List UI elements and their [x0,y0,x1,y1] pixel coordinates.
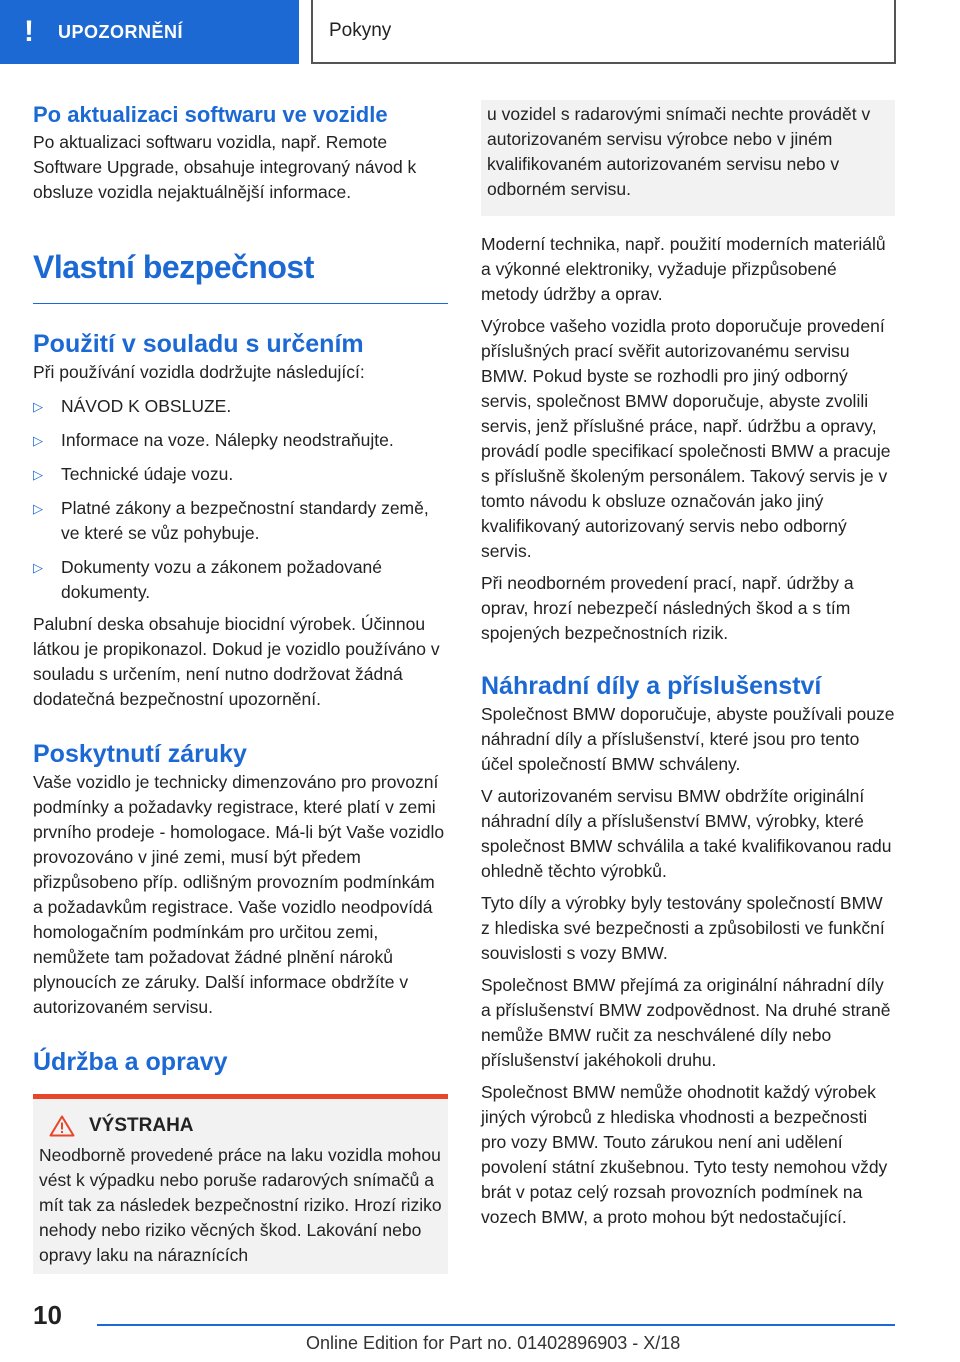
software-update-heading: Po aktualizaci softwaru ve vozidle [33,102,388,127]
list-item: ▷ Platné zákony a bezpečnostní standardy země, ve které se vůz pohybuje. [33,498,429,543]
list-item: ▷ Dokumenty vozu a zákonem požadované dokumenty. [33,557,383,602]
parts-heading: Náhradní díly a příslušenství [481,672,822,700]
bullet-triangle-icon: ▷ [33,399,43,414]
warning-label: UPOZORNĚNÍ [58,21,184,42]
maintenance-heading: Údržba a opravy [33,1048,228,1076]
biocide-text: Palubní deska obsahuje biocidní výrobek. Účinnou látkou je propikonazol. Dokud je vozidlo používáno v souladu s určením, není nutno dodržovat žádná dodatečná bezpečnostní upozornění. [33,614,440,709]
warranty-text: Vaše vozidlo je technicky dimenzováno pro provozní podmínky a požadavky registrace, které platí v zemi prvního prodeje - homologace. Má-li být Vaše vozidlo provozováno v jiné zemi, musí být předem přizpůsobeno příp. odlišným provozním podmínkám a požadavkům registrace. Vaše vozidlo neodpovídá homologačním podmínkám pro určitou zemi, nemůžete tam požadovat žádné plnění nároků plynoucích ze záruky. Další informace obdržíte v autorizovaném servisu. [33,772,445,1017]
exclamation-icon: ! [24,15,34,48]
list-item: ▷ Technické údaje vozu. [33,462,448,487]
warning-box-title: VÝSTRAHA [39,1113,442,1139]
edition-text: Online Edition for Part no. 01402896903 - X/18 [306,1333,681,1353]
footer-divider [97,1324,895,1326]
main-heading: Vlastní bezpečnost [33,247,448,304]
usage-heading: Použití v souladu s určením [33,330,364,358]
software-update-text: Po aktualizaci softwaru vozidla, např. Remote Software Upgrade, obsahuje integrovaný návod k obsluze vozidla nejaktuálnější informace. [33,132,417,202]
right-column [481,100,895,1230]
bullet-triangle-icon: ▷ [33,560,43,575]
usage-list [33,394,448,605]
section-tab-label: Pokyny [329,20,392,41]
bullet-triangle-icon: ▷ [33,467,43,482]
warning-text: Neodborně provedené práce na laku vozidla mohou vést k výpadku nebo poruše radarových snímačů a mít tak za následek bezpečnostní riziko. Hrozí riziko nehody nebo riziko věcných škod. Lakování nebo opravy laku na náraznících [39,1145,442,1265]
maintenance-text-2: Výrobce vašeho vozidla proto doporučuje provedení příslušných prací svěřit autorizovanému servisu BMW. Pokud byste se rozhodli pro jiný odborný servis, společnost BMW doporučuje, abyste zvolili servis, jenž příslušné práce, např. údržbu a opravy, provádí podle specifikací společnosti BMW a pracuje s příslušně školeným personálem. Takový servis je v tomto návodu k obsluze označován jako jiný kvalifikovaný autorizovaný servis nebo odborný servis. [481,316,891,561]
bullet-triangle-icon: ▷ [33,501,43,516]
warning-badge [0,0,299,64]
maintenance-text-3: Při neodborném provedení prací, např. údržby a oprav, hrozí nebezpečí následných škod a s tím spojených bezpečnostních rizik. [481,573,854,643]
list-item: ▷ NÁVOD K OBSLUZE. [33,394,448,419]
usage-intro: Při používání vozidla dodržujte následující: [33,362,365,382]
maintenance-text-1: Moderní technika, např. použití moderních materiálů a výkonné elektroniky, vyžaduje přizpůsobené metody údržby a oprav. [481,234,886,304]
bullet-triangle-icon: ▷ [33,433,43,448]
section-tab [311,0,896,64]
parts-text-1: Společnost BMW doporučuje, abyste používali pouze náhradní díly a příslušenství, které jsou pro tento účel společností BMW schváleny. [481,704,895,774]
warning-text-continued: u vozidel s radarovými snímači nechte provádět v autorizovaném servisu výrobce nebo v jiném kvalifikovaném autorizovaném servisu nebo v odborném servisu. [487,104,871,199]
warning-box [33,1094,448,1274]
parts-text-4: Společnost BMW přejímá za originální náhradní díly a příslušenství BMW zodpovědnost. Na druhé straně nemůže BMW ručit za neschválené díly nebo příslušenství jakéhokoli druhu. [481,975,891,1070]
page-number: 10 [33,1300,62,1330]
left-column [33,100,448,1274]
warning-triangle-icon [49,1115,75,1137]
warning-box-continued [481,100,895,216]
parts-text-2: V autorizovaném servisu BMW obdržíte originální náhradní díly a příslušenství BMW, výrobky, které společnost BMW schválila a také kvalifikovanou radu ohledně těchto výrobků. [481,786,892,881]
parts-text-3: Tyto díly a výrobky byly testovány společností BMW z hlediska své bezpečnosti a způsobilosti ve funkční souvislosti s vozy BMW. [481,893,885,963]
warranty-heading: Poskytnutí záruky [33,740,247,768]
list-item: ▷ Informace na voze. Nálepky neodstraňujte. [33,428,448,453]
parts-text-5: Společnost BMW nemůže ohodnotit každý výrobek jiných výrobců z hlediska vhodnosti a bezpečnosti pro vozy BMW. Touto zárukou není ani udělení povolení státní zkušebnou. Tyto testy nemohou vždy brát v potaz celý rozsah provozních podmínek na vozech BMW, a proto mohou být nedostačující. [481,1082,888,1227]
